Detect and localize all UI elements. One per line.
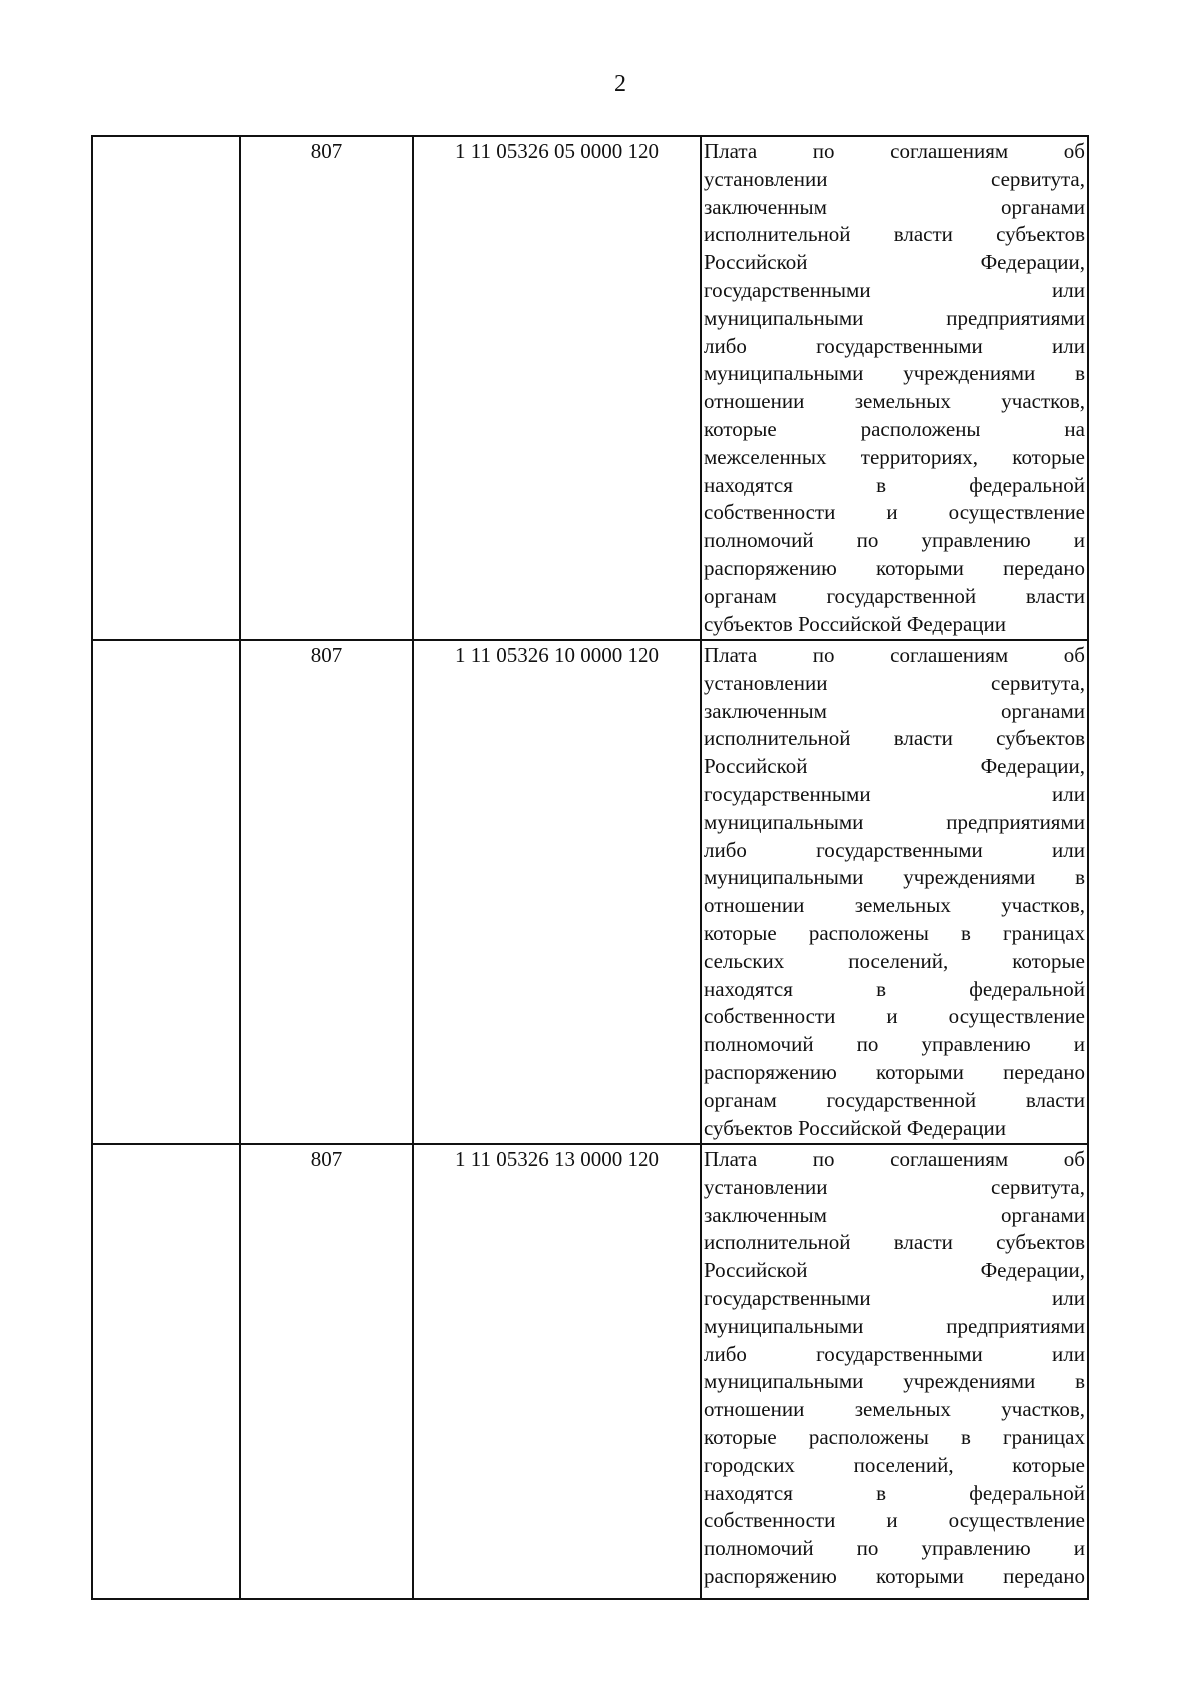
table-row [93,639,1087,1143]
description-line: муниципальными предприятиями [704,809,1085,834]
kbk-code-cell: 1 11 05326 05 0000 120 [412,137,700,639]
description-line: Российской Федерации, [704,250,1085,275]
description-line: исполнительной власти субъектов [704,726,1085,751]
description-cell [700,1145,1087,1598]
description-line: субъектов Российской Федерации [704,1115,1007,1140]
description-line: заключенным органами [704,1202,1085,1227]
empty-cell [93,641,239,1143]
description-line: государственными или [704,1285,1085,1310]
description-line: субъектов Российской Федерации [704,611,1007,636]
empty-cell [93,1145,239,1598]
description-line: отношении земельных участков, [704,1397,1085,1422]
empty-cell [93,137,239,639]
kbk-code-cell: 1 11 05326 10 0000 120 [412,641,700,1143]
description-line: муниципальными предприятиями [704,1313,1085,1338]
admin-code-cell: 807 [239,1145,412,1598]
description-line: заключенным органами [704,194,1085,219]
admin-code-cell: 807 [239,641,412,1143]
description-line: муниципальными учреждениями в [704,361,1085,386]
description-line: отношении земельных участков, [704,389,1085,414]
description-line: находятся в федеральной [704,976,1085,1001]
description-line: заключенным органами [704,698,1085,723]
revenue-codes-table [91,135,1089,1600]
description-line: находятся в федеральной [704,1480,1085,1505]
description-line: муниципальными учреждениями в [704,1369,1085,1394]
description-cell [700,641,1087,1143]
description-line: либо государственными или [704,837,1085,862]
description-line: государственными или [704,781,1085,806]
description-line: распоряжению которыми передано [704,555,1085,580]
description-line: распоряжению которыми передано [704,1563,1085,1588]
description-line: органам государственной власти [704,1087,1085,1112]
description-line: государственными или [704,277,1085,302]
description-line: отношении земельных участков, [704,893,1085,918]
description-line: Плата по соглашениям об [704,643,1085,667]
description-line: полномочий по управлению и [704,1032,1085,1057]
description-line: межселенных территориях, которые [704,444,1085,469]
description-line: Российской Федерации, [704,754,1085,779]
description-line: собственности и осуществление [704,1508,1085,1533]
description-cell [700,137,1087,639]
description-line: находятся в федеральной [704,472,1085,497]
description-line: муниципальными учреждениями в [704,865,1085,890]
description-line: Российской Федерации, [704,1258,1085,1283]
description-line: собственности и осуществление [704,500,1085,525]
description-line: установлении сервитута, [704,670,1085,695]
table-row [93,1143,1087,1598]
description-line: сельских поселений, которые [704,948,1085,973]
description-line: Плата по соглашениям об [704,139,1085,163]
description-line: которые расположены в границах [704,920,1085,945]
description-line: городских поселений, которые [704,1452,1085,1477]
description-line: которые расположены в границах [704,1424,1085,1449]
description-line: органам государственной власти [704,583,1085,608]
description-line: собственности и осуществление [704,1004,1085,1029]
description-line: распоряжению которыми передано [704,1059,1085,1084]
description-line: либо государственными или [704,1341,1085,1366]
description-line: полномочий по управлению и [704,528,1085,553]
description-line: исполнительной власти субъектов [704,222,1085,247]
description-line: полномочий по управлению и [704,1536,1085,1561]
table-row [93,137,1087,639]
description-line: которые расположены на [704,416,1085,441]
description-line: муниципальными предприятиями [704,305,1085,330]
description-line: установлении сервитута, [704,166,1085,191]
kbk-code-cell: 1 11 05326 13 0000 120 [412,1145,700,1598]
description-line: исполнительной власти субъектов [704,1230,1085,1255]
description-line: установлении сервитута, [704,1174,1085,1199]
page-number: 2 [614,71,626,97]
description-line: либо государственными или [704,333,1085,358]
description-line: Плата по соглашениям об [704,1147,1085,1171]
admin-code-cell: 807 [239,137,412,639]
